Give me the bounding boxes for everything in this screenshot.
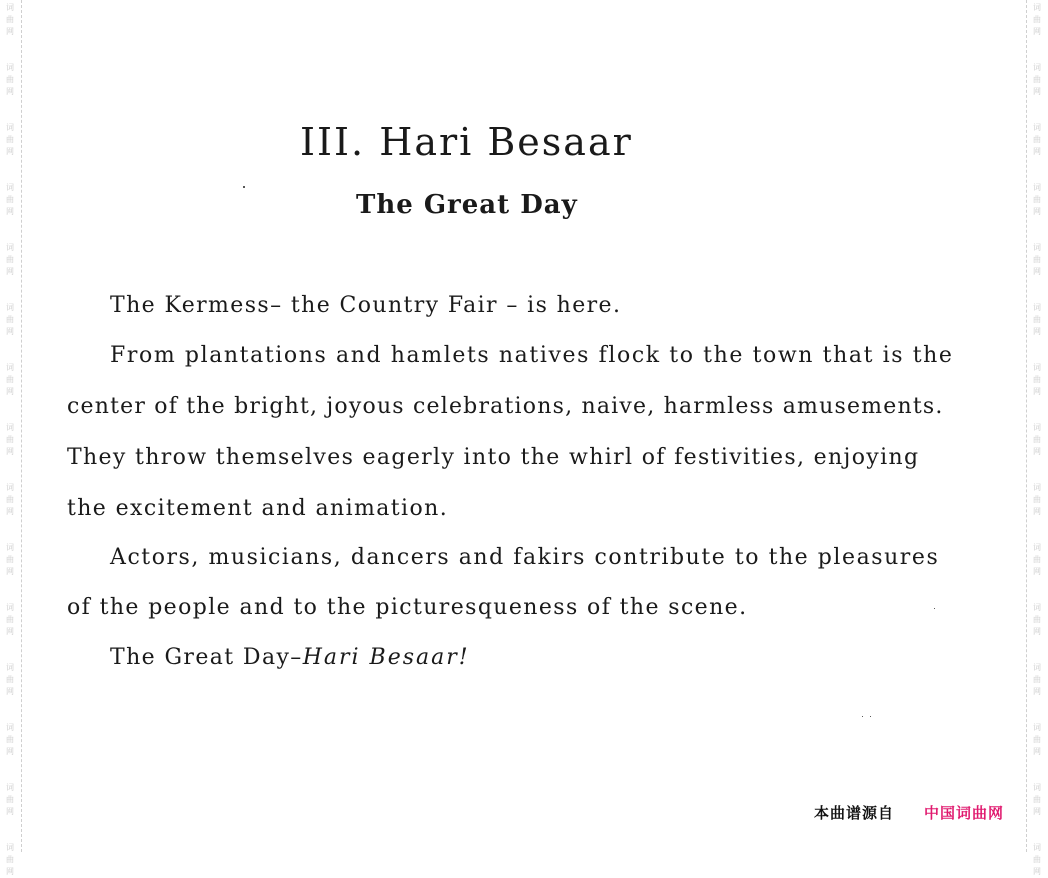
watermark-char: 曲: [6, 495, 14, 504]
right-watermark-strip: [1026, 0, 1048, 876]
watermark-char: 网: [1033, 267, 1041, 276]
watermark-char: 网: [1033, 807, 1041, 816]
watermark-char: 网: [1033, 687, 1041, 696]
watermark-char: 词: [6, 843, 14, 852]
closing-line: [110, 645, 470, 670]
watermark-glyphs: [0, 62, 20, 98]
watermark-char: 曲: [1033, 195, 1041, 204]
watermark-char: 网: [6, 687, 14, 696]
watermark-char: 网: [6, 447, 14, 456]
watermark-char: 网: [6, 387, 14, 396]
watermark-glyphs: [1027, 842, 1047, 878]
text-line: Actors, musicians, dancers and fakirs contribute to the pleasures: [110, 545, 940, 570]
watermark-glyphs: [0, 542, 20, 578]
watermark-char: 曲: [6, 855, 14, 864]
watermark-char: 曲: [6, 255, 14, 264]
scan-speck: [243, 186, 245, 188]
watermark-char: 曲: [6, 375, 14, 384]
watermark-char: 曲: [1033, 855, 1041, 864]
watermark-char: 曲: [6, 75, 14, 84]
watermark-glyphs: [0, 602, 20, 638]
watermark-glyphs: [1027, 122, 1047, 158]
watermark-char: 词: [6, 363, 14, 372]
scan-speck: [870, 716, 871, 717]
watermark-char: 曲: [1033, 255, 1041, 264]
watermark-char: 词: [6, 243, 14, 252]
watermark-char: 词: [1033, 783, 1041, 792]
text-line: the excitement and animation.: [67, 496, 449, 521]
watermark-char: 网: [1033, 447, 1041, 456]
watermark-glyphs: [1027, 782, 1047, 818]
watermark-char: 词: [1033, 663, 1041, 672]
watermark-char: 词: [6, 663, 14, 672]
watermark-glyphs: [1027, 602, 1047, 638]
watermark-glyphs: [1027, 362, 1047, 398]
watermark-char: 词: [1033, 123, 1041, 132]
watermark-char: 曲: [1033, 675, 1041, 684]
watermark-char: 曲: [1033, 735, 1041, 744]
watermark-char: 曲: [6, 435, 14, 444]
watermark-glyphs: [1027, 182, 1047, 218]
watermark-char: 网: [6, 507, 14, 516]
watermark-char: 网: [1033, 507, 1041, 516]
watermark-char: 词: [1033, 3, 1041, 12]
watermark-char: 词: [6, 63, 14, 72]
watermark-char: 网: [1033, 147, 1041, 156]
watermark-glyphs: [1027, 2, 1047, 38]
watermark-char: 网: [6, 627, 14, 636]
watermark-char: 词: [6, 3, 14, 12]
watermark-char: 网: [1033, 27, 1041, 36]
watermark-glyphs: [1027, 482, 1047, 518]
page-subtitle: The Great Day: [356, 190, 578, 220]
text-line: They throw themselves eagerly into the whirl of festivities, enjoying: [67, 445, 920, 470]
watermark-char: 词: [1033, 483, 1041, 492]
watermark-glyphs: [1027, 722, 1047, 758]
watermark-glyphs: [0, 362, 20, 398]
scan-speck: [934, 608, 935, 609]
watermark-char: 曲: [6, 675, 14, 684]
source-label: 本曲谱源自: [814, 804, 895, 822]
watermark-char: 曲: [1033, 555, 1041, 564]
watermark-char: 曲: [6, 195, 14, 204]
watermark-char: 网: [1033, 867, 1041, 876]
watermark-glyphs: [0, 782, 20, 818]
watermark-char: 曲: [1033, 75, 1041, 84]
watermark-char: 网: [6, 567, 14, 576]
watermark-char: 曲: [1033, 615, 1041, 624]
watermark-char: 词: [1033, 603, 1041, 612]
watermark-char: 曲: [6, 555, 14, 564]
watermark-char: 词: [6, 783, 14, 792]
watermark-glyphs: [1027, 242, 1047, 278]
watermark-glyphs: [0, 122, 20, 158]
page-title: III. Hari Besaar: [300, 120, 633, 164]
watermark-char: 词: [1033, 63, 1041, 72]
watermark-char: 曲: [1033, 135, 1041, 144]
watermark-char: 网: [1033, 747, 1041, 756]
watermark-glyphs: [0, 722, 20, 758]
watermark-char: 曲: [6, 315, 14, 324]
watermark-char: 词: [1033, 723, 1041, 732]
watermark-char: 曲: [6, 795, 14, 804]
watermark-char: 网: [1033, 327, 1041, 336]
watermark-char: 网: [6, 147, 14, 156]
watermark-glyphs: [0, 2, 20, 38]
left-watermark-strip: [0, 0, 22, 876]
watermark-glyphs: [1027, 662, 1047, 698]
watermark-char: 曲: [1033, 15, 1041, 24]
watermark-char: 词: [6, 723, 14, 732]
watermark-char: 词: [1033, 543, 1041, 552]
watermark-char: 网: [6, 747, 14, 756]
watermark-char: 网: [1033, 567, 1041, 576]
watermark-char: 网: [1033, 207, 1041, 216]
watermark-char: 词: [1033, 183, 1041, 192]
watermark-char: 网: [6, 207, 14, 216]
watermark-char: 网: [6, 27, 14, 36]
watermark-char: 词: [6, 483, 14, 492]
watermark-char: 词: [1033, 303, 1041, 312]
watermark-glyphs: [1027, 542, 1047, 578]
watermark-char: 网: [6, 87, 14, 96]
watermark-char: 曲: [1033, 795, 1041, 804]
watermark-glyphs: [0, 662, 20, 698]
watermark-char: 词: [1033, 243, 1041, 252]
watermark-glyphs: [1027, 62, 1047, 98]
watermark-char: 曲: [1033, 375, 1041, 384]
scan-speck: [862, 716, 863, 717]
text-line: From plantations and hamlets natives flock to the town that is the: [110, 343, 954, 368]
watermark-glyphs: [0, 482, 20, 518]
site-link[interactable]: 中国词曲网: [924, 804, 1005, 822]
closing-text: The Great Day–: [110, 645, 303, 670]
watermark-glyphs: [1027, 302, 1047, 338]
watermark-char: 曲: [6, 615, 14, 624]
watermark-char: 词: [6, 423, 14, 432]
watermark-glyphs: [0, 302, 20, 338]
watermark-glyphs: [1027, 422, 1047, 458]
watermark-char: 词: [6, 123, 14, 132]
watermark-char: 曲: [1033, 495, 1041, 504]
watermark-char: 曲: [1033, 435, 1041, 444]
watermark-glyphs: [0, 422, 20, 458]
watermark-char: 词: [6, 303, 14, 312]
watermark-char: 网: [6, 267, 14, 276]
watermark-char: 词: [6, 183, 14, 192]
watermark-char: 网: [6, 867, 14, 876]
watermark-char: 曲: [6, 135, 14, 144]
watermark-char: 网: [1033, 387, 1041, 396]
watermark-char: 词: [1033, 423, 1041, 432]
watermark-char: 曲: [6, 735, 14, 744]
watermark-char: 曲: [1033, 315, 1041, 324]
watermark-char: 词: [6, 543, 14, 552]
watermark-char: 网: [6, 327, 14, 336]
watermark-char: 曲: [6, 15, 14, 24]
watermark-char: 网: [6, 807, 14, 816]
text-line: The Kermess– the Country Fair – is here.: [110, 293, 622, 318]
watermark-char: 词: [1033, 843, 1041, 852]
watermark-char: 网: [1033, 87, 1041, 96]
text-line: of the people and to the picturesqueness of the scene.: [67, 595, 748, 620]
watermark-glyphs: [0, 842, 20, 878]
text-line: center of the bright, joyous celebrations, naive, harmless amusements.: [67, 394, 944, 419]
closing-italic-text: Hari Besaar!: [302, 645, 470, 670]
watermark-glyphs: [0, 242, 20, 278]
watermark-char: 词: [1033, 363, 1041, 372]
watermark-glyphs: [0, 182, 20, 218]
watermark-char: 词: [6, 603, 14, 612]
watermark-char: 网: [1033, 627, 1041, 636]
